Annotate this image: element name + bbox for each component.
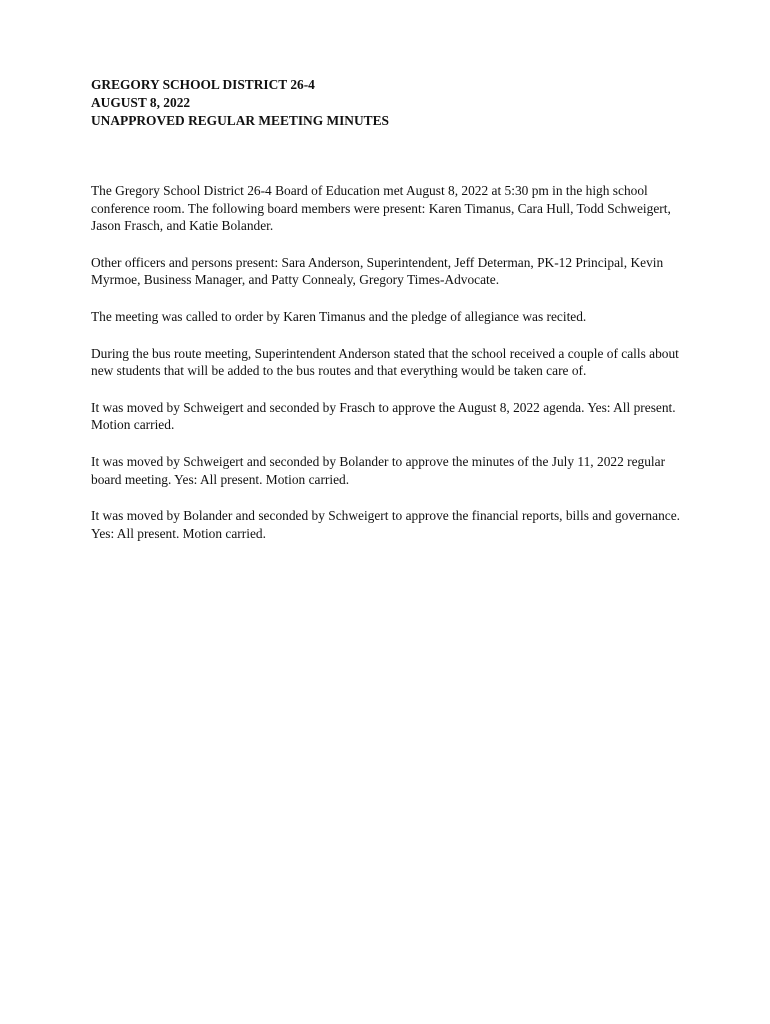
call-to-order-paragraph: The meeting was called to order by Karen Timanus and the pledge of allegiance was recited. — [91, 308, 587, 324]
minutes-motion-paragraph: It was moved by Schweigert and seconded by Bolander to approve the minutes of the July 11, 2022 regular board meeting. Yes: All present. Motion carried. — [91, 453, 666, 487]
officers-paragraph: Other officers and persons present: Sara Anderson, Superintendent, Jeff Determan, PK-12 Principal, Kevin Myrmoe, Business Manager, and Patty Connealy, Gregory Times-Advocate. — [91, 254, 664, 288]
document-title: UNAPPROVED REGULAR MEETING MINUTES — [91, 113, 389, 128]
document-header — [91, 76, 389, 130]
agenda-motion-paragraph: It was moved by Schweigert and seconded by Frasch to approve the August 8, 2022 agenda. Yes: All present. Motion carried. — [91, 399, 676, 433]
minutes-body — [91, 182, 691, 561]
meeting-date: AUGUST 8, 2022 — [91, 95, 191, 110]
financial-motion-paragraph: It was moved by Bolander and seconded by Schweigert to approve the financial reports, bills and governance. Yes: All present. Motion carried. — [91, 508, 681, 541]
district-title: GREGORY SCHOOL DISTRICT 26-4 — [91, 77, 315, 92]
bus-route-paragraph: During the bus route meeting, Superintendent Anderson stated that the school received a couple of calls about new students that will be added to the bus routes and that everything would be taken care of. — [91, 345, 679, 379]
attendance-paragraph: The Gregory School District 26-4 Board of Education met August 8, 2022 at 5:30 pm in the high school conference room. The following board members were present: Karen Timanus, Cara Hull, Todd Schweigert, Jason Frasch, and Katie Bolander. — [91, 183, 671, 234]
